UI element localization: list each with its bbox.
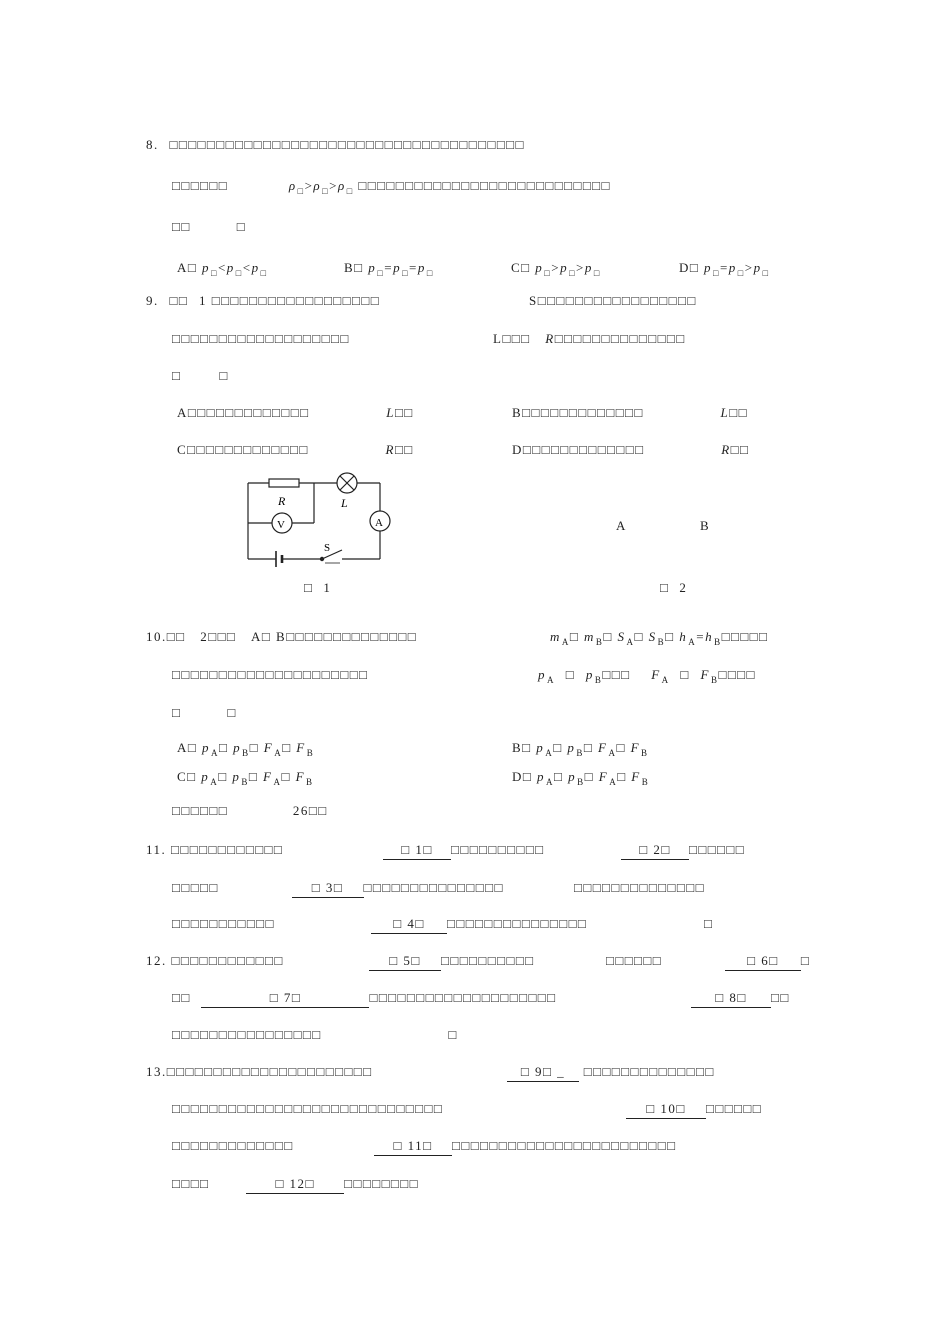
q9-line1: 9. □□ 1 □□□□□□□□□□□□□□□□□□ bbox=[146, 293, 381, 308]
q9-option-a: A□□□□□□□□□□□□□ L□□ bbox=[177, 405, 414, 420]
q12-line2-end: □ 8□ □□ bbox=[691, 990, 790, 1008]
q13-line2: □□□□□□□□□□□□□□□□□□□□□□□□□□□□□ bbox=[172, 1101, 444, 1116]
answer-blank-1: □ 1□ bbox=[383, 842, 451, 860]
q11-line1: 11. □□□□□□□□□□□□ bbox=[146, 842, 284, 857]
answer-blank-2: □ 2□ bbox=[621, 842, 689, 860]
q11-line3-rest: □ 4□ □□□□□□□□□□□□□□□ □ bbox=[371, 916, 713, 934]
q10-option-a: A□ $p_A□$ $p_B□$ $F_A□$ $F_B$ bbox=[177, 740, 315, 758]
q9-line2-lamp: L□□□ R□□□□□□□□□□□□□□ bbox=[493, 331, 686, 346]
q13-line1-rest: □ 9□ _ □□□□□□□□□□□□□□ bbox=[507, 1064, 715, 1082]
q13-line1: 13.□□□□□□□□□□□□□□□□□□□□□□ bbox=[146, 1064, 373, 1079]
voltmeter-label: V bbox=[277, 519, 285, 531]
question-number: 8. bbox=[146, 137, 159, 152]
q10-line2-symbols: $p_A$ □ $p_B□□□$ $F_A$ □ $F_B□□□□$ bbox=[538, 667, 756, 685]
lamp-label: L bbox=[341, 496, 348, 510]
ammeter-label: A bbox=[375, 517, 383, 529]
density-relation: $\rho_□>\rho_□>\rho_□$ bbox=[288, 178, 354, 196]
answer-blank-5: □ 5□ bbox=[369, 953, 441, 971]
q11-line2-end: □□□□□□□□□□□□□□ bbox=[574, 880, 705, 895]
q12-line1: 12. □□□□□□□□□□□□ bbox=[146, 953, 284, 968]
answer-blank-8: □ 8□ bbox=[691, 990, 771, 1008]
q8-option-d: D□ $p_□=p_□>p_□$ bbox=[679, 260, 770, 278]
answer-blank-10: □ 10□ bbox=[626, 1101, 706, 1119]
q9-option-c: C□□□□□□□□□□□□□ R□□ bbox=[177, 442, 414, 457]
q10-line1: 10.□□ 2□□□ A□ B□□□□□□□□□□□□□□ bbox=[146, 629, 418, 644]
question-number: 9. bbox=[146, 293, 159, 308]
q12-line1-rest: □ 5□ □□□□□□□□□□ bbox=[369, 953, 535, 971]
q8-line1: 8. □□□□□□□□□□□□□□□□□□□□□□□□□□□□□□□□□□□□□□ bbox=[146, 137, 525, 152]
q13-line3: □□□□□□□□□□□□□ bbox=[172, 1138, 294, 1153]
answer-blank-7: □ 7□ bbox=[201, 990, 369, 1008]
question-number: 13. bbox=[146, 1064, 167, 1079]
resistor-symbol bbox=[269, 479, 299, 487]
q9-line1-switch: S□□□□□□□□□□□□□□□□□ bbox=[529, 293, 697, 308]
q9-option-d: D□□□□□□□□□□□□□ R□□ bbox=[512, 442, 750, 457]
q12-line2: □□ □ 7□ □□□□□□□□□□□□□□□□□□□□ bbox=[172, 990, 557, 1008]
q10-line2: □□□□□□□□□□□□□□□□□□□□□ bbox=[172, 667, 369, 682]
resistor-label: R bbox=[278, 494, 286, 508]
answer-blank-12: □ 12□ bbox=[246, 1176, 344, 1194]
question-number: 11. bbox=[146, 842, 167, 857]
q10-option-c: C□ $p_A□$ $p_B□$ $F_A□$ $F_B$ bbox=[177, 769, 314, 787]
figure2-label-a: A bbox=[616, 518, 627, 533]
switch-label: S bbox=[324, 542, 331, 554]
q11-line1-end: □ 2□ □□□□□□ bbox=[621, 842, 745, 860]
answer-blank-11: □ 11□ bbox=[374, 1138, 452, 1156]
q10-option-b: B□ $p_A□$ $p_B□$ $F_A□$ $F_B$ bbox=[512, 740, 649, 758]
question-number: 10. bbox=[146, 629, 167, 644]
answer-blank-4: □ 4□ bbox=[371, 916, 447, 934]
q8-line2: □□□□□□ $\rho_□>\rho_□>\rho_□$ □□□□□□□□□□□□□□□□□□□□□□□□□□□ bbox=[172, 178, 611, 196]
answer-blank-3: □ 3□ bbox=[292, 880, 364, 898]
q10-line1-conditions: $m_A□$ $m_B□$ $S_A□$ $S_B□$ $h_A=h_B□□□□□$ bbox=[550, 629, 769, 647]
circuit-diagram bbox=[240, 466, 400, 570]
q13-line2-end: □ 10□ □□□□□□ bbox=[626, 1101, 762, 1119]
q8-line3: □□ □ bbox=[172, 219, 247, 234]
q8-option-b: B□ $p_□=p_□=p_□$ bbox=[344, 260, 434, 278]
figure2-label-b: B bbox=[700, 518, 711, 533]
q8-option-c: C□ $p_□>p_□>p_□$ bbox=[511, 260, 601, 278]
q11-line3: □□□□□□□□□□□ bbox=[172, 916, 275, 931]
q11-line2: □□□□□ □ 3□ □□□□□□□□□□□□□□□ bbox=[172, 880, 504, 898]
answer-blank-6: □ 6□ bbox=[725, 953, 801, 971]
q9-option-b: B□□□□□□□□□□□□□ L□□ bbox=[512, 405, 748, 420]
q9-line2: □□□□□□□□□□□□□□□□□□□ bbox=[172, 331, 350, 346]
q8-option-a: A□ $p_□<p_□<p_□$ bbox=[177, 260, 268, 278]
figure1-caption: □ 1 bbox=[304, 580, 332, 595]
q13-line3-rest: □ 11□ □□□□□□□□□□□□□□□□□□□□□□□□ bbox=[374, 1138, 676, 1156]
q12-line3: □□□□□□□□□□□□□□□□ □ bbox=[172, 1027, 458, 1042]
question-number: 12. bbox=[146, 953, 167, 968]
q10-option-d: D□ $p_A□$ $p_B□$ $F_A□$ $F_B$ bbox=[512, 769, 650, 787]
answer-blank-9: □ 9□ _ bbox=[507, 1064, 579, 1082]
q12-line1-end: □□□□□□ □ 6□ □ bbox=[606, 953, 810, 971]
q9-line3: □ □ bbox=[172, 368, 229, 383]
figure2-caption: □ 2 bbox=[660, 580, 688, 595]
q11-line1-rest: □ 1□ □□□□□□□□□□ bbox=[383, 842, 545, 860]
section-heading: □□□□□□ 26□□ bbox=[172, 803, 328, 818]
q13-line4: □□□□ □ 12□ □□□□□□□□ bbox=[172, 1176, 419, 1194]
q10-line3: □ □ bbox=[172, 705, 237, 720]
